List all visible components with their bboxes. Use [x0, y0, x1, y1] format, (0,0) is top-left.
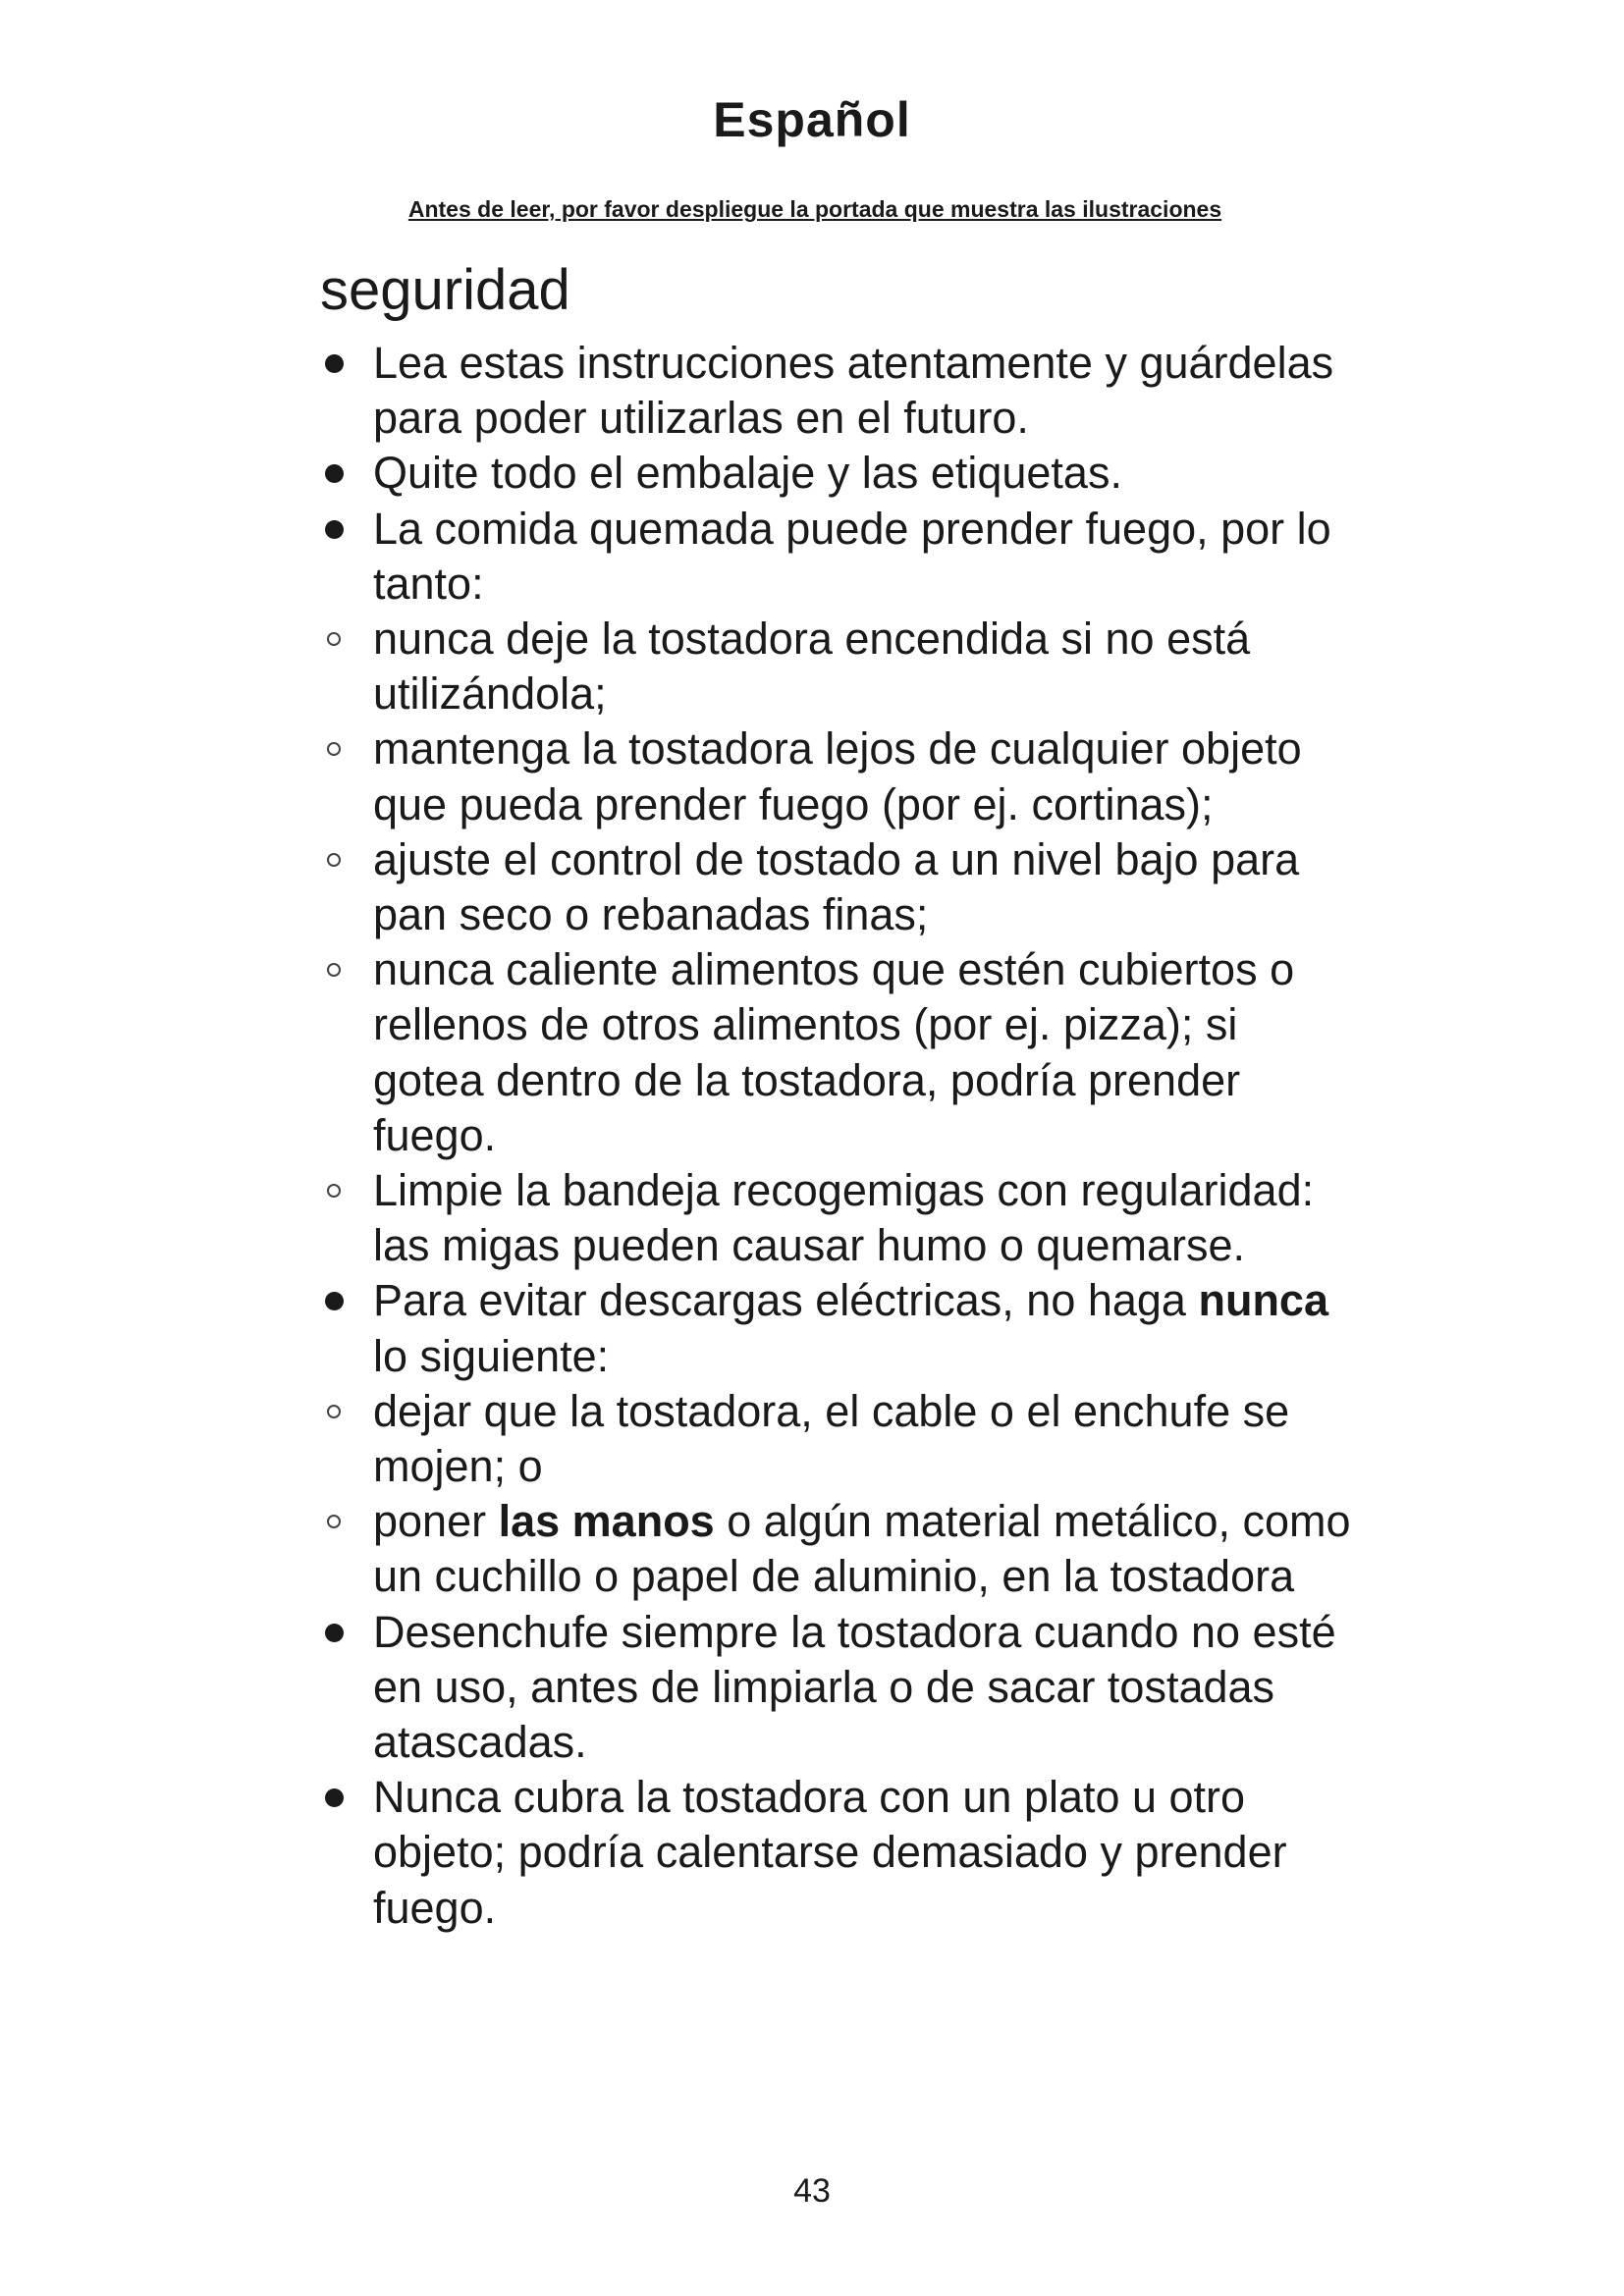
list-item	[314, 1605, 1355, 1771]
list-item	[314, 612, 1355, 721]
filled-bullet-icon	[314, 446, 353, 501]
emphasis-text: nunca	[1198, 1275, 1328, 1326]
list-item-text: Desenchufe siempre la tostadora cuando no esté en uso, antes de limpiarla o de sacar tostadas atascadas.	[373, 1606, 1336, 1768]
illustrations-notice: Antes de leer, por favor despliegue la portada que muestra las ilustraciones	[407, 196, 1222, 222]
safety-list	[314, 336, 1355, 1936]
list-item	[314, 1273, 1355, 1383]
list-item-text: Lea estas instrucciones atentamente y guárdelas para poder utilizarlas en el futuro.	[373, 338, 1334, 444]
list-item-text: lo siguiente:	[373, 1330, 610, 1381]
list-item	[314, 721, 1355, 831]
filled-bullet-icon	[314, 1273, 353, 1328]
list-item	[314, 1163, 1355, 1273]
list-item	[314, 1384, 1355, 1494]
hollow-bullet-icon	[314, 832, 353, 887]
list-item	[314, 502, 1355, 612]
section-heading: seguridad	[320, 258, 570, 322]
list-item-text: La comida quemada puede prender fuego, por lo tanto:	[373, 503, 1331, 609]
list-item-text: mantenga la tostadora lejos de cualquier objeto que pueda prender fuego (por ej. cortinas);	[373, 723, 1302, 829]
emphasis-text: las manos	[498, 1496, 715, 1547]
hollow-bullet-icon	[314, 1384, 353, 1439]
page-number: 43	[793, 2172, 831, 2210]
list-item	[314, 1770, 1355, 1936]
list-item-text: poner	[373, 1496, 499, 1547]
hollow-bullet-icon	[314, 612, 353, 667]
hollow-bullet-icon	[314, 1494, 353, 1549]
page-title: Español	[713, 92, 911, 147]
list-item-text: ajuste el control de tostado a un nivel bajo para pan seco o rebanadas finas;	[373, 833, 1300, 940]
filled-bullet-icon	[314, 336, 353, 391]
hollow-bullet-icon	[314, 1163, 353, 1218]
list-item	[314, 1494, 1355, 1604]
filled-bullet-icon	[314, 1770, 353, 1825]
filled-bullet-icon	[314, 1605, 353, 1660]
filled-bullet-icon	[314, 502, 353, 557]
list-item	[314, 336, 1355, 446]
list-item-text: Limpie la bandeja recogemigas con regularidad: las migas pueden causar humo o quemarse.	[373, 1165, 1315, 1271]
list-item	[314, 832, 1355, 942]
hollow-bullet-icon	[314, 942, 353, 997]
list-item-text: o algún material metálico, como un cuchillo o papel de aluminio, en la tostadora	[373, 1496, 1351, 1602]
list-item-text: Nunca cubra la tostadora con un plato u otro objeto; podría calentarse demasiado y prender fuego.	[373, 1772, 1287, 1933]
list-item-text: dejar que la tostadora, el cable o el enchufe se mojen; o	[373, 1385, 1290, 1492]
hollow-bullet-icon	[314, 721, 353, 776]
list-item-text: nunca deje la tostadora encendida si no está utilizándola;	[373, 614, 1251, 720]
list-item	[314, 446, 1355, 501]
list-item-text: nunca caliente alimentos que estén cubiertos o rellenos de otros alimentos (por ej. pizza); si gotea dentro de la tostadora, podría prender fuego.	[373, 944, 1295, 1160]
list-item	[314, 942, 1355, 1163]
list-item-text: Quite todo el embalaje y las etiquetas.	[373, 448, 1122, 499]
list-item-text: Para evitar descargas eléctricas, no haga	[373, 1275, 1199, 1326]
